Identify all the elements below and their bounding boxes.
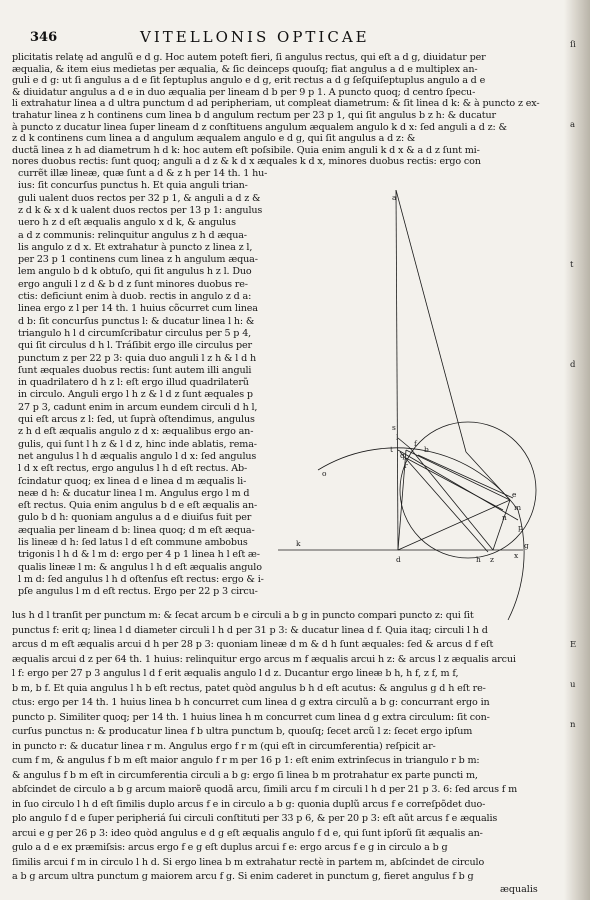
text-line: æqualia, & item eius medietas per æqualia, & ſic deinceps quouſq; fiat angulus a d e multiplex an-: [12, 63, 478, 75]
figure-label: b: [424, 445, 429, 454]
text-line: net angulus l h d æqualis angulo l d x: ſed angulus: [18, 450, 257, 462]
text-line: æqualia per lineam d b: linea quoq; d m eſt æqua-: [18, 524, 255, 536]
text-line: in puncto r: & ducatur linea r m. Angulus ergo f r m (qui eſt in circumferentia) reſpicit ar-: [12, 740, 436, 752]
text-line: curſus punctus n: & producatur linea f b ultra punctum b, quouſq; ſecet arcũ l z: ſecet ergo ipſum: [12, 726, 473, 737]
text-line: lus h d l tranſit per punctum m: & ſecat arcum b e circuli a b g in puncto compari puncto z: qui ſit: [12, 610, 474, 621]
figure-label: f: [414, 439, 417, 448]
text-line: & angulus f b m eſt in circumferentia circuli a b g: ergo ſi linea b m protrahatur ex parte puncti m,: [12, 769, 478, 781]
page-number: 346: [30, 30, 58, 45]
figure-label: g: [524, 541, 529, 550]
figure-label: d: [396, 555, 401, 564]
text-line: triangulo h l d circumſcribatur circulus per 5 p 4,: [18, 327, 252, 339]
text-line: ſunt æquales duobus rectis: ſunt autem illi anguli: [18, 364, 252, 376]
figure-label: m: [514, 503, 522, 512]
figure-label: r: [404, 461, 408, 470]
running-title: VITELLONIS OPTICAE: [140, 28, 370, 46]
text-line: d b: ſit concurſus punctus l: & ducatur linea l h: &: [18, 315, 255, 327]
text-line: abſcindet de circulo a b g arcum maiorẽ quodã arcu, ſimili arcu f m circuli l h d per 21 p 3. 6: ſed arcus f m: [12, 784, 518, 795]
text-line: a d z communis: relinquitur angulus z h d æqua-: [18, 229, 247, 241]
text-line: b m, b f. Et quia angulus l h b eſt rectus, patet quòd angulus b h d eſt acutus: & angulus g d h eſt re-: [12, 682, 486, 694]
text-line: li extrahatur linea a d ultra punctum d ad peripheriam, ut compleat diametrum: & ſit linea d k: & à puncto z ex-: [12, 98, 540, 110]
text-line: per 23 p 1 continens cum linea z h angulum æqua-: [18, 254, 258, 266]
text-line: gulo b d h: quoniam angulus a d e diuiſus fuit per: [18, 512, 252, 524]
large-circle-arc: [318, 448, 518, 510]
figure-label: h: [476, 555, 481, 564]
text-line: arcus d m eſt æqualis arcui d h per 28 p 3: quoniam lineæ d m & d h ſunt æquales: ſed & arcus d f eſt: [12, 639, 494, 650]
text-line: ergo anguli l z d & b d z ſunt minores duobus re-: [18, 278, 248, 290]
text-line: nores duobus rectis: ſunt quoq; anguli a d z & k d x æquales k d x, minores duobus rectis: ergo con: [12, 156, 481, 168]
page-header: [30, 28, 550, 48]
text-line: ſimilis arcui f m in circulo l h d. Si ergo linea b m extrahatur rectè in partem m, abſcindet de circulo: [12, 856, 485, 868]
text-line: à puncto z ducatur linea ſuper lineam d z conſtituens angulum æqualem angulo k d x: ſed anguli a d z: &: [12, 121, 507, 133]
text-line: qui ſit circulus d h l. Tráſibit ergo ille circulus per: [18, 340, 252, 352]
text-line: plicitatis relatę ad angulũ e d g. Hoc autem poteſt fieri, ſi angulus rectus, qui eſt a d g, diuidatur per: [12, 52, 486, 63]
text-line: z d k & x d k ualent duos rectos per 13 p 1: angulus: [18, 204, 263, 216]
text-line: lis lineæ d h: ſed latus l d eſt commune ambobus: [18, 537, 248, 548]
text-line: ctus: ergo per 14 th. 1 huius linea b h concurret cum linea d g extra circulũ a b g: concurrant ergo in: [12, 697, 490, 708]
facing-page-edge: ſi a t d E u n: [570, 40, 577, 730]
tall-line-right: [396, 190, 466, 452]
figure-label: a: [392, 193, 397, 202]
figure-label: p: [518, 523, 523, 532]
catchword: æqualis: [500, 884, 538, 895]
text-line: in ſuo circulo l h d eſt ſimilis duplo arcus f e in circulo a b g: quonia duplũ arcus f e correſpõdet duo-: [12, 798, 486, 810]
text-line: l d x eſt rectus, ergo angulus l h d eſt rectus. Ab-: [18, 463, 248, 475]
figure-label: e: [512, 490, 517, 499]
text-line: a b g arcum ultra punctum g maiorem arcu f g. Si enim caderet in punctum g, fieret angulus f b g: [12, 871, 474, 882]
figure-label: o: [322, 469, 327, 478]
text-line: punctum z per 22 p 3: quia duo anguli l z h & l d h: [18, 352, 257, 364]
text-line: qui eſt arcus z l: ſed, ut ſuprà oſtendimus, angulus: [18, 414, 255, 425]
text-line: qualis lineæ l m: & angulus l h d eſt æqualis angulo: [18, 561, 262, 573]
text-line: eſt rectus. Quia enim angulus b d e eſt æqualis an-: [18, 500, 258, 512]
text-line: in quadrilatero d h z l: eſt ergo illud quadrilaterũ: [18, 377, 249, 389]
text-line: guli ualent duos rectos per 32 p 1, & anguli a d z &: [18, 192, 261, 204]
text-line: pſe angulus l m d eſt rectus. Ergo per 22 p 3 circu-: [18, 586, 258, 598]
text-line: ctis: deficiunt enim à duob. rectis in angulo z d a:: [18, 291, 252, 302]
text-line: z d k continens cum linea a d angulum æqualem angulo e d g, qui ſit angulus a d z: &: [12, 133, 416, 145]
figure-label: s: [392, 423, 396, 432]
figure-label: n: [502, 513, 507, 522]
text-line: 27 p 3, cadunt enim in arcum eundem circuli d h l,: [18, 401, 258, 413]
text-line: plo angulo f d e ſuper peripheriá ſui circuli conſtituti per 33 p 6, & per 20 p 3: eſt aũt arcus f e æqualis: [12, 813, 498, 824]
text-line: currẽt illæ lineæ, quæ ſunt a d & z h per 14 th. 1 hu-: [18, 168, 268, 179]
text-line: l m d: ſed angulus l h d oſtenſus eſt rectus: ergo & i-: [18, 573, 264, 585]
text-line: trigonis l h d & l m d: ergo per 4 p 1 linea h l eſt æ-: [18, 549, 260, 561]
text-line: l f: ergo per 27 p 3 angulus l d f erit æqualis angulo l d z. Ducantur ergo lineæ b h, h f, z f, m f,: [12, 668, 459, 679]
text-line: uero h z d eſt æqualis angulo x d k, & angulus: [18, 217, 236, 229]
text-line: & diuidatur angulus a d e in duo æqualia per lineam d b per 9 p 1. A puncto quoq; d centro ſpecu-: [12, 86, 476, 98]
figure-label: z: [490, 555, 494, 564]
text-line: punctus f: erit q; linea l d diameter circuli l h d per 31 p 3: & ducatur linea d f. Quia itaq; circuli l h d: [12, 624, 488, 636]
text-line: ſcindatur quoq; ex linea d e linea d m æqualis li-: [18, 475, 247, 487]
text-line: gulis, qui ſunt l h z & l d z, hinc inde ablatis, rema-: [18, 438, 257, 450]
text-line: æqualis arcui d z per 64 th. 1 huius: relinquitur ergo arcus m f æqualis arcui h z: & arcus l z æqualis arcui: [12, 653, 516, 665]
text-line: lis angulo z d x. Et extrahatur à puncto z linea z l,: [18, 241, 253, 253]
text-line: puncto p. Similiter quoq; per 14 th. 1 huius linea h m concurret cum linea d g extra circulum: ſit con-: [12, 711, 490, 723]
geometric-diagram: [278, 190, 568, 620]
figure-label: k: [296, 539, 301, 548]
text-line: guli e d g: ut ſi angulus a d e ſit ſeptuplus angulo e d g, erit rectus a d g ſeſquiſeptuplus angulo a d e: [12, 75, 486, 87]
text-line: in circulo. Anguli ergo l h z & l d z ſunt æquales p: [18, 389, 253, 401]
tall-line-left: [396, 190, 398, 550]
text-line: cum f m, & angulus f b m eſt maior angulo f r m per 16 p 1: eſt enim extrinſecus in triangulo r b m:: [12, 755, 480, 766]
text-line: arcui e g per 26 p 3: ideo quòd angulus e d g eſt æqualis angulo f d e, qui ſunt ipſorũ ſit æqualis an-: [12, 827, 483, 839]
text-line: ius: ſit concurſus punctus h. Et quia anguli trian-: [18, 180, 248, 192]
text-line: lem angulo b d k obtuſo, qui ſit angulus h z l. Duo: [18, 266, 252, 278]
figure-label: l: [396, 433, 399, 442]
text-line: ductã linea z h ad diametrum h d k: hoc autem eſt poſsibile. Quia enim anguli k d x & a d z ſunt mi-: [12, 144, 480, 156]
text-line: gulo a d e ex præmiſsis: arcus ergo f e g eſt duplus arcui f e: ergo arcus f e g in circulo a b g: [12, 842, 448, 853]
figure-label: t: [390, 445, 394, 454]
figure-label: q: [400, 451, 405, 460]
text-line: trahatur linea z h continens cum linea b d angulum rectum per 23 p 1, qui ſit angulus b z h: & ducatur: [12, 110, 496, 121]
figure-label: x: [514, 551, 519, 560]
text-line: neæ d h: & ducatur linea l m. Angulus ergo l m d: [18, 487, 250, 499]
text-line: z h d eſt æqualis angulo z d x: æqualibus ergo an-: [18, 426, 254, 438]
text-line: linea ergo z l per 14 th. 1 huius cõcurret cum linea: [18, 303, 258, 315]
